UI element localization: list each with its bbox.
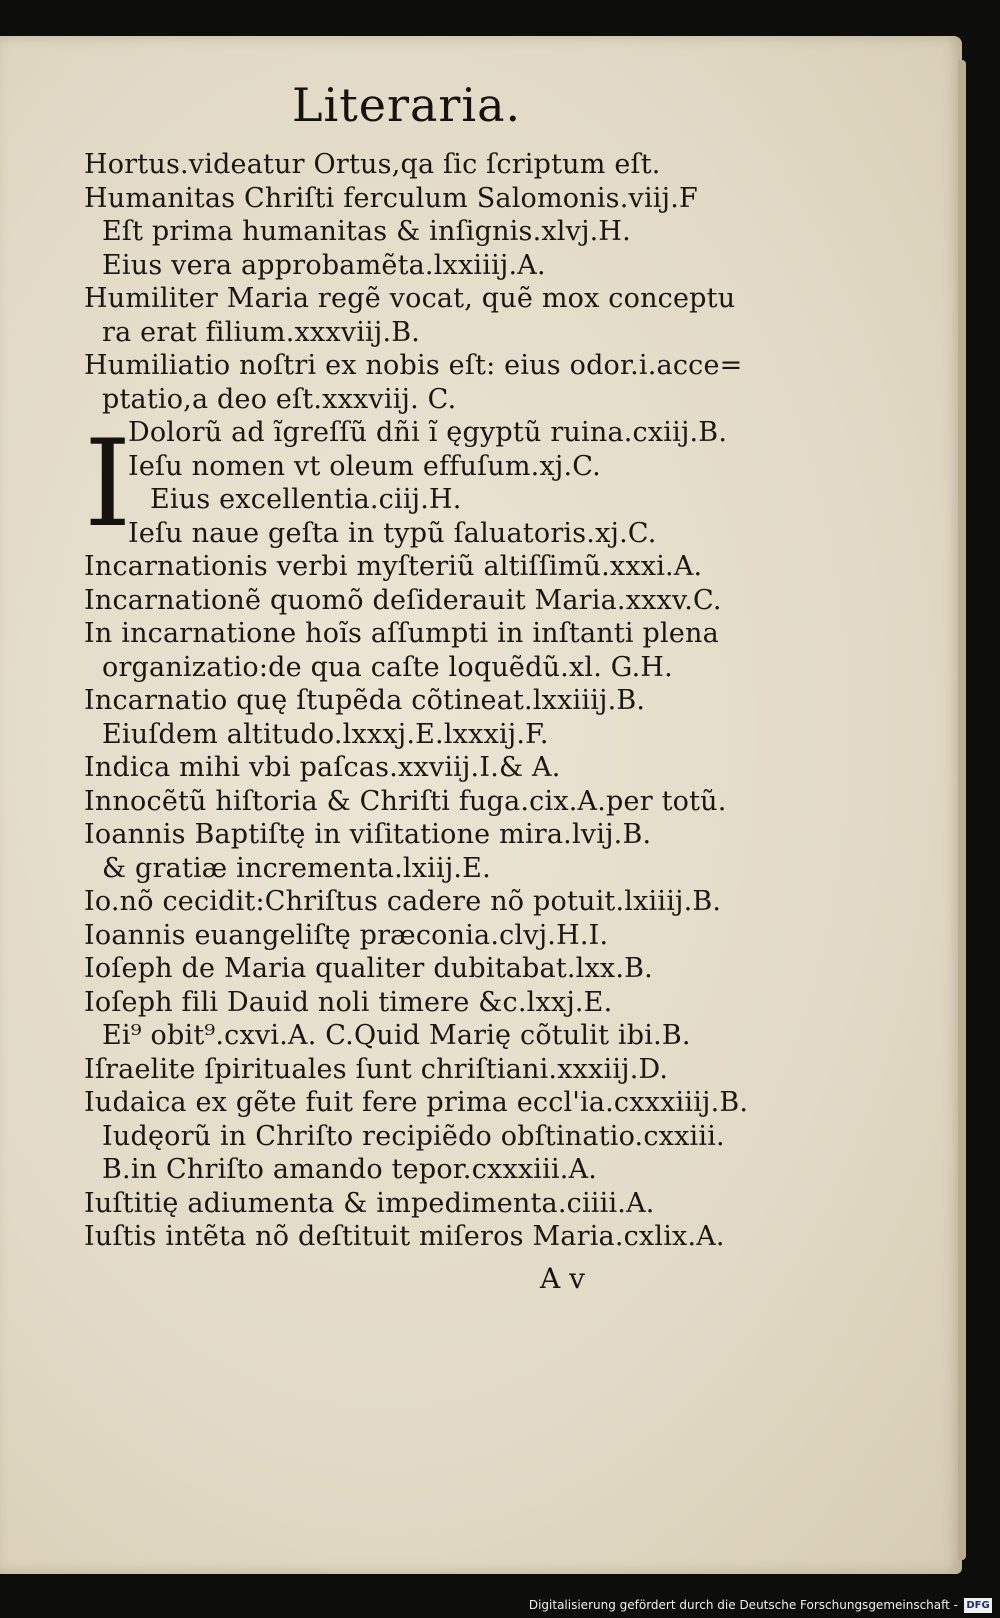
index-line: Indica mihi vbi paſcas.xxviij.I.& A.	[84, 752, 561, 783]
index-line: Eius vera approbamẽta.lxxiiij.A.	[102, 249, 546, 281]
page-edge	[958, 60, 966, 1560]
page-heading: Literaria.	[292, 78, 522, 132]
index-line: Ieſu nomen vt oleum effuſum.xj.C.	[128, 450, 601, 482]
index-line: Iſraelite ſpirituales ſunt chriſtiani.xxxiij.D.	[84, 1053, 669, 1085]
index-line: Hortus.videatur Ortus,qa ſic ſcriptum eſt.	[84, 149, 661, 180]
index-line: ra erat filium.xxxviij.B.	[102, 316, 421, 348]
dfg-logo: DFG	[964, 1598, 992, 1613]
index-line: Eſt prima humanitas & inſignis.xlvj.H.	[102, 216, 631, 247]
index-line: organizatio:de qua caſte loquẽdũ.xl. G.H.	[102, 651, 673, 683]
index-line: Humiliatio noſtri ex nobis eſt: eius odor.i.acce=	[84, 350, 743, 381]
index-line: Incarnatio quę ſtupẽda cõtineat.lxxiiij.B.	[84, 685, 646, 716]
digitization-credit: Digitalisierung gefördert durch die Deutsche Forschungsgemeinschaft -	[528, 1598, 958, 1612]
index-line: Iuſtis intẽta nõ deſtituit miſeros Maria.cxlix.A.	[84, 1221, 725, 1252]
index-line: Dolorũ ad ĩgreſſũ dñi ĩ ęgyptũ ruina.cxiij.B.	[128, 417, 728, 448]
index-line: Ieſu naue geſta in typũ ſaluatoris.xj.C.	[128, 517, 657, 549]
index-line: Ei⁹ obit⁹.cxvi.A. C.Quid Marię cõtulit ibi.B.	[102, 1020, 691, 1051]
index-line: Innocẽtũ hiſtoria & Chriſti fuga.cix.A.per totũ.	[84, 785, 727, 817]
index-line: ptatio,a deo eſt.xxxviij. C.	[102, 383, 457, 415]
index-line: Io.nõ cecidit:Chriſtus cadere nõ potuit.lxiiij.B.	[84, 886, 722, 917]
index-line: Incarnationis verbi myſteriũ altiſſimũ.xxxi.A.	[84, 551, 703, 582]
index-line: Iudęorũ in Chriſto recipiẽdo obſtinatio.cxxiii.	[102, 1120, 725, 1152]
index-line: Humanitas Chriſti ferculum Salomonis.viij.F	[84, 182, 698, 214]
index-line: Eius excellentia.ciij.H.	[150, 484, 462, 515]
index-line: In incarnatione hoĩs aſſumpti in inſtanti plena	[84, 618, 719, 649]
index-line: Ioſeph de Maria qualiter dubitabat.lxx.B.	[84, 953, 653, 984]
index-line: Ioſeph fili Dauid noli timere &c.lxxj.E.	[84, 986, 613, 1018]
index-line: Ioannis euangeliſtę præconia.clvj.H.I.	[84, 919, 609, 951]
index-line: Iudaica ex gẽte fuit fere prima eccl'ia.cxxxiiij.B.	[84, 1087, 749, 1118]
index-line: Incarnationẽ quomõ deſiderauit Maria.xxxv.C.	[84, 584, 722, 616]
index-entries	[84, 148, 749, 1254]
index-line: & gratiæ incrementa.lxiij.E.	[102, 852, 491, 884]
index-line: B.in Chriſto amando tepor.cxxxiii.A.	[102, 1154, 598, 1185]
index-line: Iuſtitię adiumenta & impedimenta.ciiii.A.	[84, 1187, 655, 1219]
index-line: Ioannis Baptiſtę in viſitatione mira.lvij.B.	[84, 819, 652, 850]
index-line: Humiliter Maria regẽ vocat, quẽ mox conceptu	[84, 283, 736, 314]
drop-capital: I	[84, 415, 132, 554]
index-line: Eiuſdem altitudo.lxxxj.E.lxxxij.F.	[102, 718, 549, 750]
signature-mark: A v	[540, 1262, 585, 1295]
